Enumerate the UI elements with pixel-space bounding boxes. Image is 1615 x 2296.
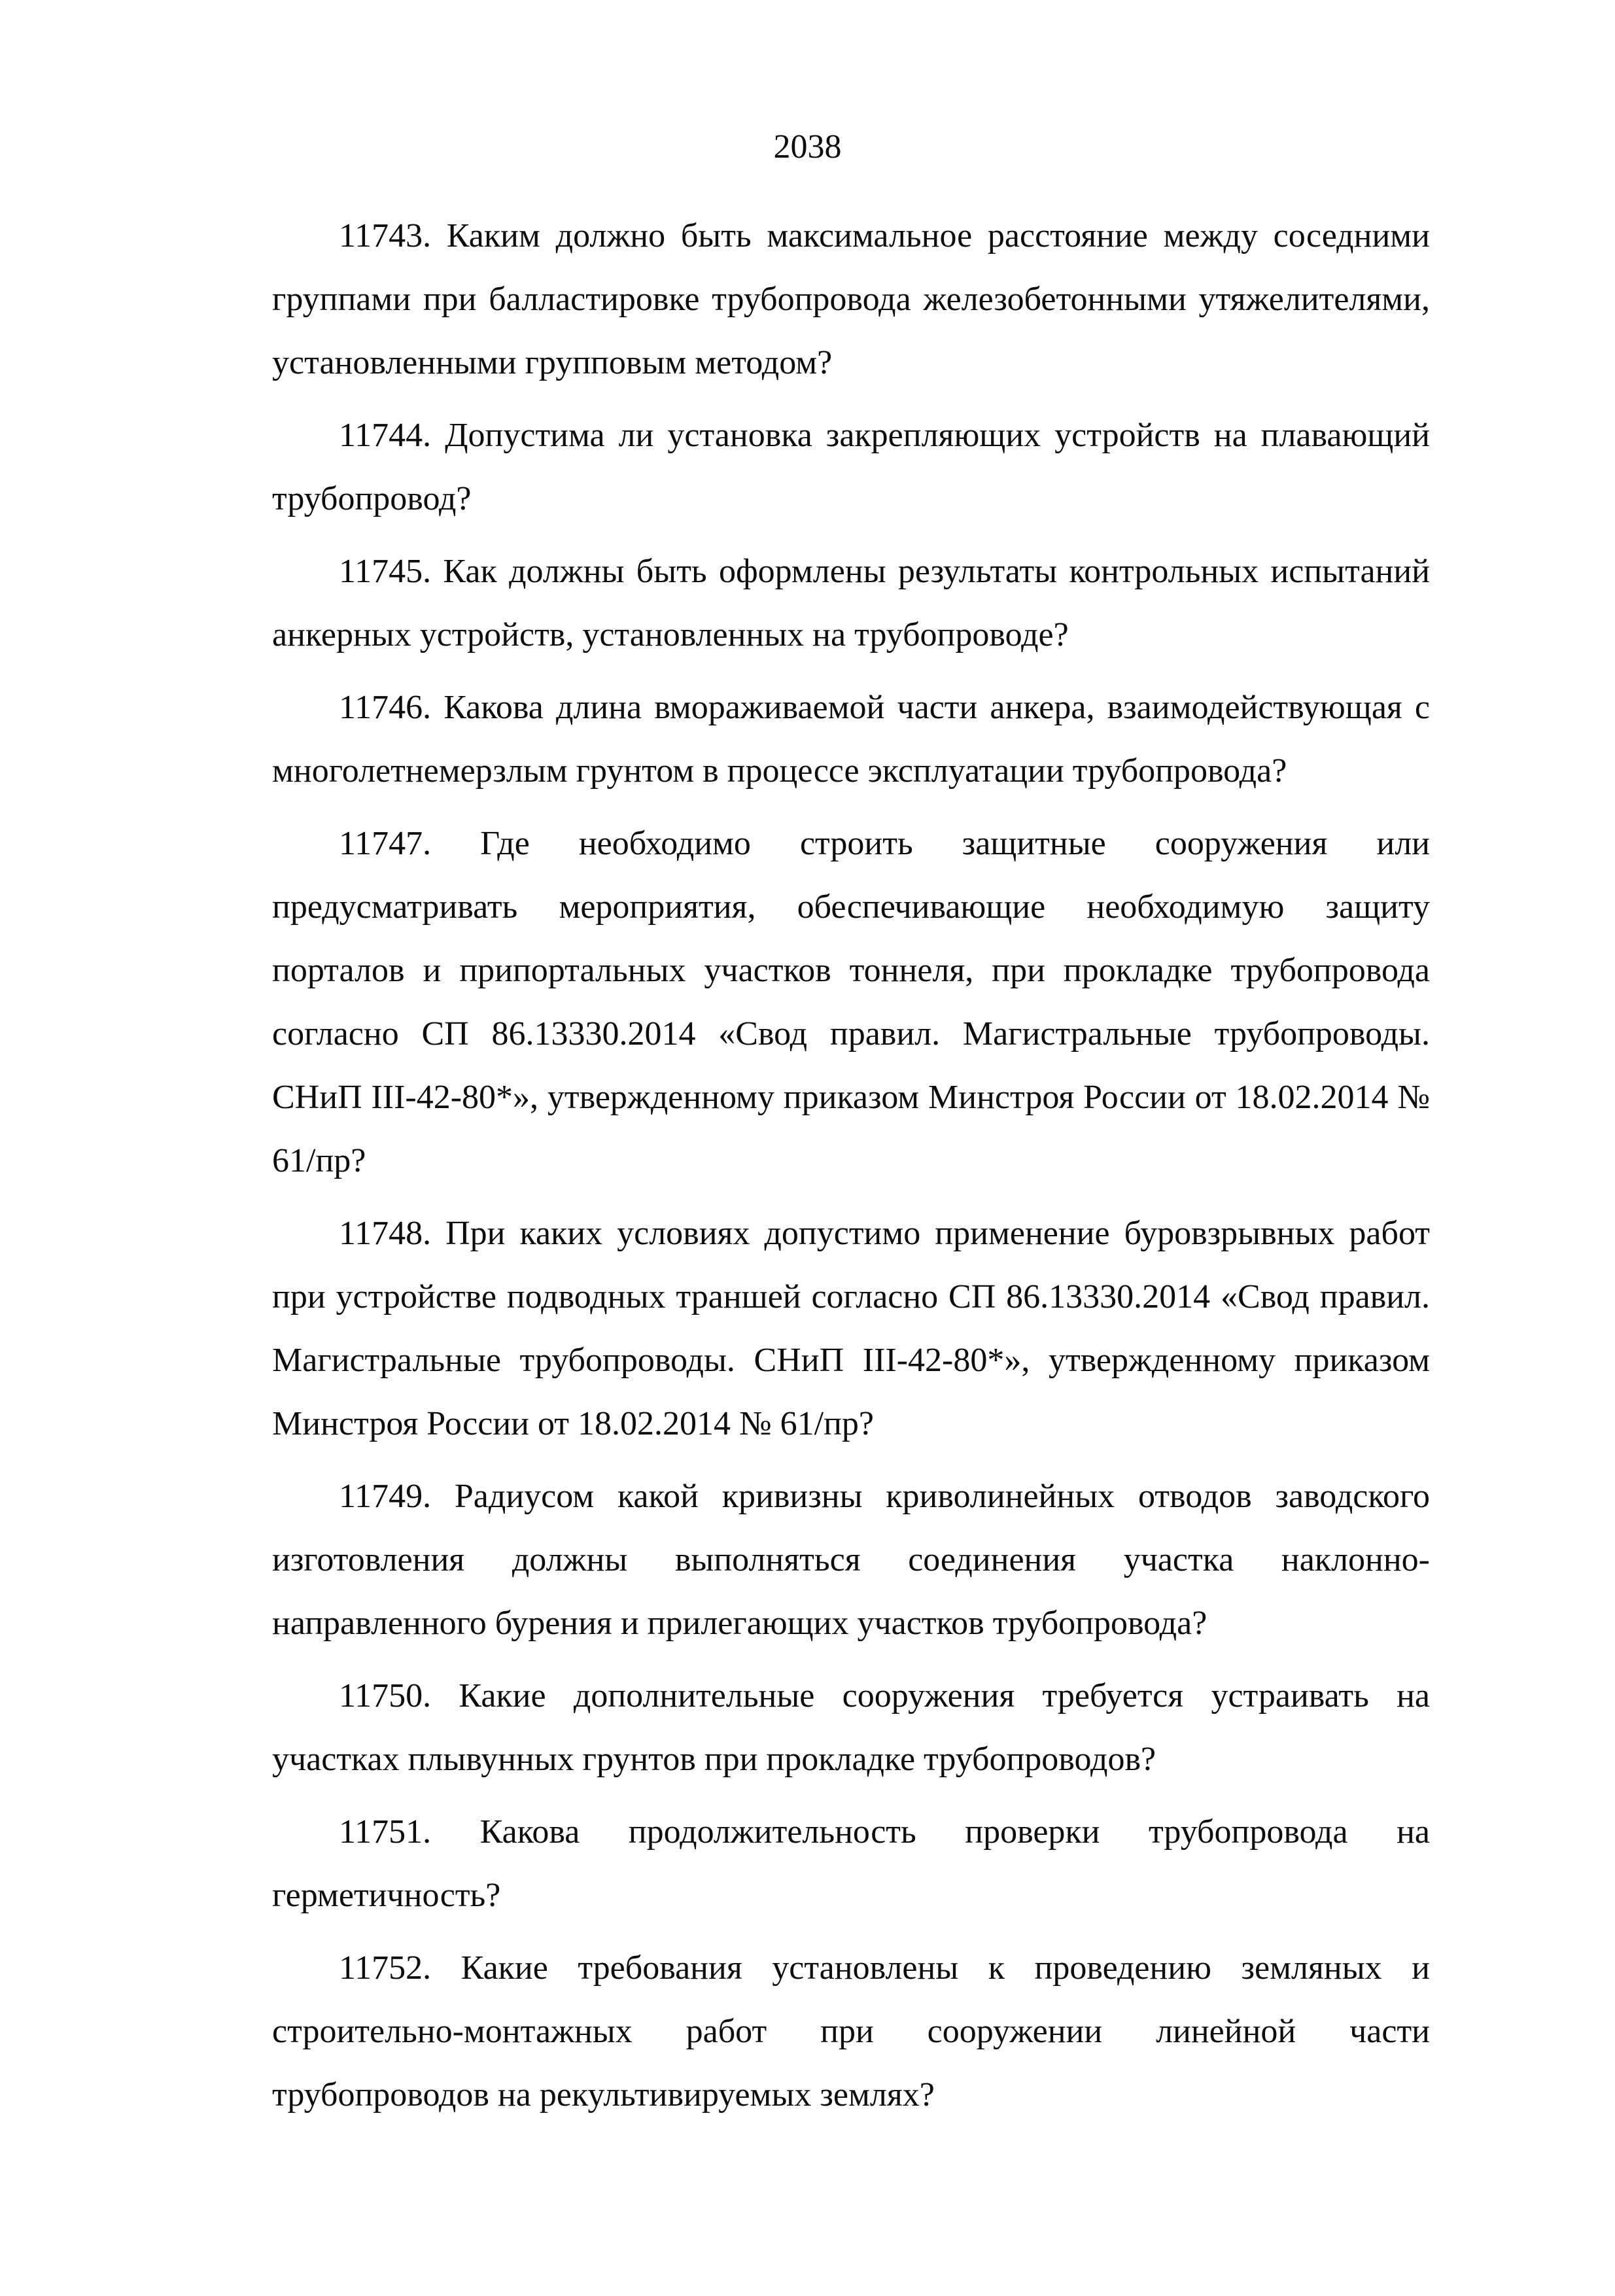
question-number: 11743. xyxy=(339,217,432,254)
question-text: При каких условиях допустимо применение буровзрывных работ при устройстве подводных траншей согласно СП 86.13330.2014 «Свод правил. Магистральные трубопроводы. СНиП III-42-80*», утвержденному приказом Минстроя России от 18.02.2014 № 61/пр? xyxy=(272,1215,1431,1442)
question-item xyxy=(221,1664,1430,1791)
question-number: 11746. xyxy=(339,689,432,726)
question-number: 11752. xyxy=(339,1949,432,1987)
question-item xyxy=(221,676,1430,803)
question-item xyxy=(221,1800,1430,1927)
question-number: 11745. xyxy=(339,553,432,590)
question-body xyxy=(221,1800,1430,1927)
page-number: 2038 xyxy=(773,128,842,165)
question-text: Как должны быть оформлены результаты контрольных испытаний анкерных устройств, установленных на трубопроводе? xyxy=(272,553,1431,653)
question-item xyxy=(221,1465,1430,1655)
question-text: Каким должно быть максимальное расстояние между соседними группами при балластировке трубопровода железобетонными утяжелителями, установленными групповым методом? xyxy=(272,217,1431,381)
question-item xyxy=(221,404,1430,531)
question-item xyxy=(221,1936,1430,2127)
question-item xyxy=(221,204,1430,394)
question-text: Какие требования установлены к проведению земляных и строительно-монтажных работ при сооружении линейной части трубопроводов на рекультивируемых землях? xyxy=(272,1949,1430,2113)
question-number: 11750. xyxy=(339,1677,432,1714)
question-text: Какие дополнительные сооружения требуется устраивать на участках плывунных грунтов при прокладке трубопроводов? xyxy=(272,1677,1430,1778)
question-number: 11747. xyxy=(339,825,432,862)
question-body xyxy=(221,1202,1430,1455)
question-text: Радиусом какой кривизны криволинейных отводов заводского изготовления должны выполняться соединения участка наклонно-направленного бурения и прилегающих участков трубопровода? xyxy=(272,1478,1431,1642)
question-number: 11751. xyxy=(339,1813,432,1851)
question-item xyxy=(221,540,1430,667)
question-body xyxy=(221,812,1430,1192)
question-list xyxy=(221,204,1430,2136)
question-item xyxy=(221,1202,1430,1455)
question-number: 11749. xyxy=(339,1478,432,1515)
question-text: Где необходимо строить защитные сооружения или предусматривать мероприятия, обеспечивающие необходимую защиту порталов и припортальных участков тоннеля, при прокладке трубопровода согласно СП 86.13330.2014 «Свод правил. Магистральные трубопроводы. СНиП III-42-80*», утвержденному приказом Минстроя России от 18.02.2014 № 61/пр? xyxy=(272,825,1431,1179)
question-text: Какова длина вмораживаемой части анкера, взаимодействующая с многолетнемерзлым грунтом в процессе эксплуатации трубопровода? xyxy=(272,689,1431,790)
question-body xyxy=(221,540,1430,667)
question-body xyxy=(221,404,1430,531)
question-body xyxy=(221,1936,1430,2127)
question-number: 11748. xyxy=(339,1215,432,1252)
question-body xyxy=(221,1664,1430,1791)
question-body xyxy=(221,204,1430,394)
question-text: Допустима ли установка закрепляющих устройств на плавающий трубопровод? xyxy=(272,417,1430,517)
question-body xyxy=(221,676,1430,803)
question-text: Какова продолжительность проверки трубопровода на герметичность? xyxy=(272,1813,1431,1914)
question-body xyxy=(221,1465,1430,1655)
question-item xyxy=(221,812,1430,1192)
question-number: 11744. xyxy=(339,417,432,454)
